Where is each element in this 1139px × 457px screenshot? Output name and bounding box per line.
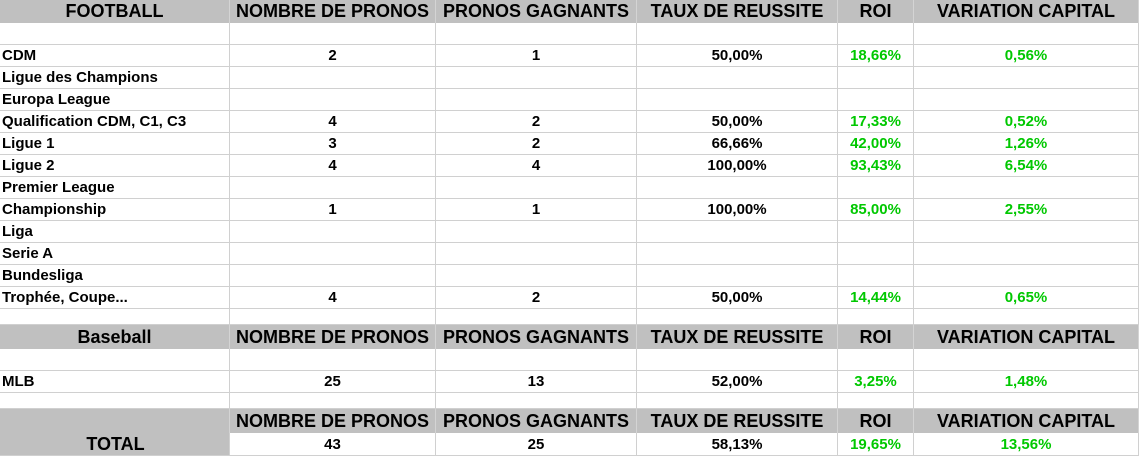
- pronos-count[interactable]: 4: [230, 155, 436, 177]
- table-row: [0, 221, 1139, 243]
- header-nombre-pronos[interactable]: NOMBRE DE PRONOS: [230, 325, 436, 349]
- blank-row: [0, 349, 1139, 371]
- variation-value[interactable]: 6,54%: [914, 155, 1139, 177]
- taux-value[interactable]: 50,00%: [637, 45, 838, 67]
- header-nombre-pronos[interactable]: NOMBRE DE PRONOS: [230, 0, 436, 23]
- pronos-count[interactable]: [230, 67, 436, 89]
- football-title[interactable]: FOOTBALL: [0, 0, 230, 23]
- gagnants-count[interactable]: 2: [436, 133, 637, 155]
- taux-value[interactable]: [637, 67, 838, 89]
- gagnants-count[interactable]: 1: [436, 199, 637, 221]
- roi-value[interactable]: 17,33%: [838, 111, 914, 133]
- competition-name[interactable]: Championship: [0, 199, 230, 221]
- table-row: [0, 133, 1139, 155]
- variation-value[interactable]: [914, 265, 1139, 287]
- empty-cell[interactable]: [838, 23, 914, 45]
- taux-value[interactable]: [637, 265, 838, 287]
- header-variation-capital[interactable]: VARIATION CAPITAL: [914, 0, 1139, 23]
- total-taux[interactable]: 58,13%: [637, 433, 838, 456]
- empty-cell[interactable]: [0, 349, 230, 371]
- competition-name[interactable]: Serie A: [0, 243, 230, 265]
- taux-value[interactable]: [637, 177, 838, 199]
- empty-cell[interactable]: [230, 349, 436, 371]
- baseball-header-row: [0, 325, 1139, 349]
- competition-name[interactable]: Qualification CDM, C1, C3: [0, 111, 230, 133]
- roi-value[interactable]: [838, 89, 914, 111]
- competition-name[interactable]: Bundesliga: [0, 265, 230, 287]
- total-gagnants[interactable]: 25: [436, 433, 637, 456]
- gagnants-count[interactable]: [436, 177, 637, 199]
- competition-name[interactable]: Liga: [0, 221, 230, 243]
- taux-value[interactable]: 52,00%: [637, 371, 838, 393]
- blank-row: [0, 393, 1139, 409]
- empty-cell[interactable]: [838, 309, 914, 325]
- gagnants-count[interactable]: [436, 89, 637, 111]
- pronos-count[interactable]: 4: [230, 287, 436, 309]
- table-row: [0, 177, 1139, 199]
- empty-cell[interactable]: [637, 349, 838, 371]
- empty-cell[interactable]: [230, 309, 436, 325]
- empty-cell[interactable]: [637, 309, 838, 325]
- empty-cell[interactable]: [0, 309, 230, 325]
- variation-value[interactable]: [914, 177, 1139, 199]
- roi-value[interactable]: [838, 243, 914, 265]
- empty-cell[interactable]: [0, 393, 230, 409]
- pronos-count[interactable]: [230, 265, 436, 287]
- variation-value[interactable]: 0,56%: [914, 45, 1139, 67]
- roi-value[interactable]: [838, 221, 914, 243]
- variation-value[interactable]: 0,52%: [914, 111, 1139, 133]
- header-taux-reussite[interactable]: TAUX DE REUSSITE: [637, 0, 838, 23]
- gagnants-count[interactable]: 4: [436, 155, 637, 177]
- header-nombre-pronos[interactable]: NOMBRE DE PRONOS: [230, 409, 436, 433]
- taux-value[interactable]: 50,00%: [637, 287, 838, 309]
- competition-name[interactable]: CDM: [0, 45, 230, 67]
- total-variation[interactable]: 13,56%: [914, 433, 1139, 456]
- empty-cell[interactable]: [0, 23, 230, 45]
- empty-cell[interactable]: [914, 349, 1139, 371]
- variation-value[interactable]: 2,55%: [914, 199, 1139, 221]
- table-row: [0, 371, 1139, 393]
- roi-value[interactable]: 18,66%: [838, 45, 914, 67]
- baseball-title[interactable]: Baseball: [0, 325, 230, 349]
- competition-name[interactable]: Ligue 2: [0, 155, 230, 177]
- table-row: [0, 45, 1139, 67]
- header-pronos-gagnants[interactable]: PRONOS GAGNANTS: [436, 0, 637, 23]
- total-pronos[interactable]: 43: [230, 433, 436, 456]
- taux-value[interactable]: [637, 221, 838, 243]
- blank-row: [0, 309, 1139, 325]
- empty-cell[interactable]: [637, 393, 838, 409]
- gagnants-count[interactable]: [436, 221, 637, 243]
- roi-value[interactable]: 14,44%: [838, 287, 914, 309]
- competition-name[interactable]: Europa League: [0, 89, 230, 111]
- roi-value[interactable]: [838, 67, 914, 89]
- empty-cell[interactable]: [230, 23, 436, 45]
- variation-value[interactable]: [914, 243, 1139, 265]
- pronos-count[interactable]: 2: [230, 45, 436, 67]
- header-pronos-gagnants[interactable]: PRONOS GAGNANTS: [436, 325, 637, 349]
- empty-cell[interactable]: [838, 393, 914, 409]
- total-row: [0, 433, 1139, 456]
- header-variation-capital[interactable]: VARIATION CAPITAL: [914, 409, 1139, 433]
- variation-value[interactable]: [914, 67, 1139, 89]
- variation-value[interactable]: 0,65%: [914, 287, 1139, 309]
- header-variation-capital[interactable]: VARIATION CAPITAL: [914, 325, 1139, 349]
- competition-name[interactable]: MLB: [0, 371, 230, 393]
- empty-cell[interactable]: [914, 309, 1139, 325]
- taux-value[interactable]: [637, 89, 838, 111]
- taux-value[interactable]: 66,66%: [637, 133, 838, 155]
- variation-value[interactable]: 1,26%: [914, 133, 1139, 155]
- pronos-count[interactable]: [230, 221, 436, 243]
- competition-name[interactable]: Ligue des Champions: [0, 67, 230, 89]
- total-label[interactable]: TOTAL: [0, 433, 230, 456]
- header-roi[interactable]: ROI: [838, 0, 914, 23]
- gagnants-count[interactable]: [436, 243, 637, 265]
- pronos-count[interactable]: 3: [230, 133, 436, 155]
- variation-value[interactable]: [914, 221, 1139, 243]
- empty-cell[interactable]: [914, 23, 1139, 45]
- gagnants-count[interactable]: 2: [436, 287, 637, 309]
- table-row: [0, 111, 1139, 133]
- taux-value[interactable]: [637, 243, 838, 265]
- football-header-row: [0, 0, 1139, 23]
- taux-value[interactable]: 50,00%: [637, 111, 838, 133]
- empty-cell[interactable]: [436, 393, 637, 409]
- pronos-count[interactable]: 4: [230, 111, 436, 133]
- pronos-count[interactable]: 1: [230, 199, 436, 221]
- empty-cell[interactable]: [838, 349, 914, 371]
- roi-value[interactable]: [838, 177, 914, 199]
- header-roi[interactable]: ROI: [838, 325, 914, 349]
- empty-cell[interactable]: [637, 23, 838, 45]
- table-row: [0, 243, 1139, 265]
- table-row: [0, 287, 1139, 309]
- competition-name[interactable]: Premier League: [0, 177, 230, 199]
- empty-header-cell[interactable]: [0, 409, 230, 433]
- pronos-count[interactable]: [230, 89, 436, 111]
- gagnants-count[interactable]: [436, 265, 637, 287]
- gagnants-count[interactable]: 13: [436, 371, 637, 393]
- total-roi[interactable]: 19,65%: [838, 433, 914, 456]
- table-row: [0, 67, 1139, 89]
- blank-row: [0, 23, 1139, 45]
- roi-value[interactable]: 85,00%: [838, 199, 914, 221]
- roi-value[interactable]: [838, 265, 914, 287]
- variation-value[interactable]: 1,48%: [914, 371, 1139, 393]
- table-row: [0, 155, 1139, 177]
- empty-cell[interactable]: [230, 393, 436, 409]
- total-header-row: [0, 409, 1139, 433]
- header-roi[interactable]: ROI: [838, 409, 914, 433]
- empty-cell[interactable]: [436, 309, 637, 325]
- taux-value[interactable]: 100,00%: [637, 199, 838, 221]
- table-row: [0, 265, 1139, 287]
- pronos-count[interactable]: [230, 243, 436, 265]
- roi-value[interactable]: 93,43%: [838, 155, 914, 177]
- empty-cell[interactable]: [436, 23, 637, 45]
- empty-cell[interactable]: [914, 393, 1139, 409]
- header-taux-reussite[interactable]: TAUX DE REUSSITE: [637, 409, 838, 433]
- gagnants-count[interactable]: 1: [436, 45, 637, 67]
- table-row: [0, 89, 1139, 111]
- gagnants-count[interactable]: 2: [436, 111, 637, 133]
- empty-cell[interactable]: [436, 349, 637, 371]
- table-row: [0, 199, 1139, 221]
- pronos-count[interactable]: [230, 177, 436, 199]
- competition-name[interactable]: Trophée, Coupe...: [0, 287, 230, 309]
- roi-value[interactable]: 42,00%: [838, 133, 914, 155]
- gagnants-count[interactable]: [436, 67, 637, 89]
- variation-value[interactable]: [914, 89, 1139, 111]
- roi-value[interactable]: 3,25%: [838, 371, 914, 393]
- competition-name[interactable]: Ligue 1: [0, 133, 230, 155]
- header-pronos-gagnants[interactable]: PRONOS GAGNANTS: [436, 409, 637, 433]
- taux-value[interactable]: 100,00%: [637, 155, 838, 177]
- header-taux-reussite[interactable]: TAUX DE REUSSITE: [637, 325, 838, 349]
- pronos-count[interactable]: 25: [230, 371, 436, 393]
